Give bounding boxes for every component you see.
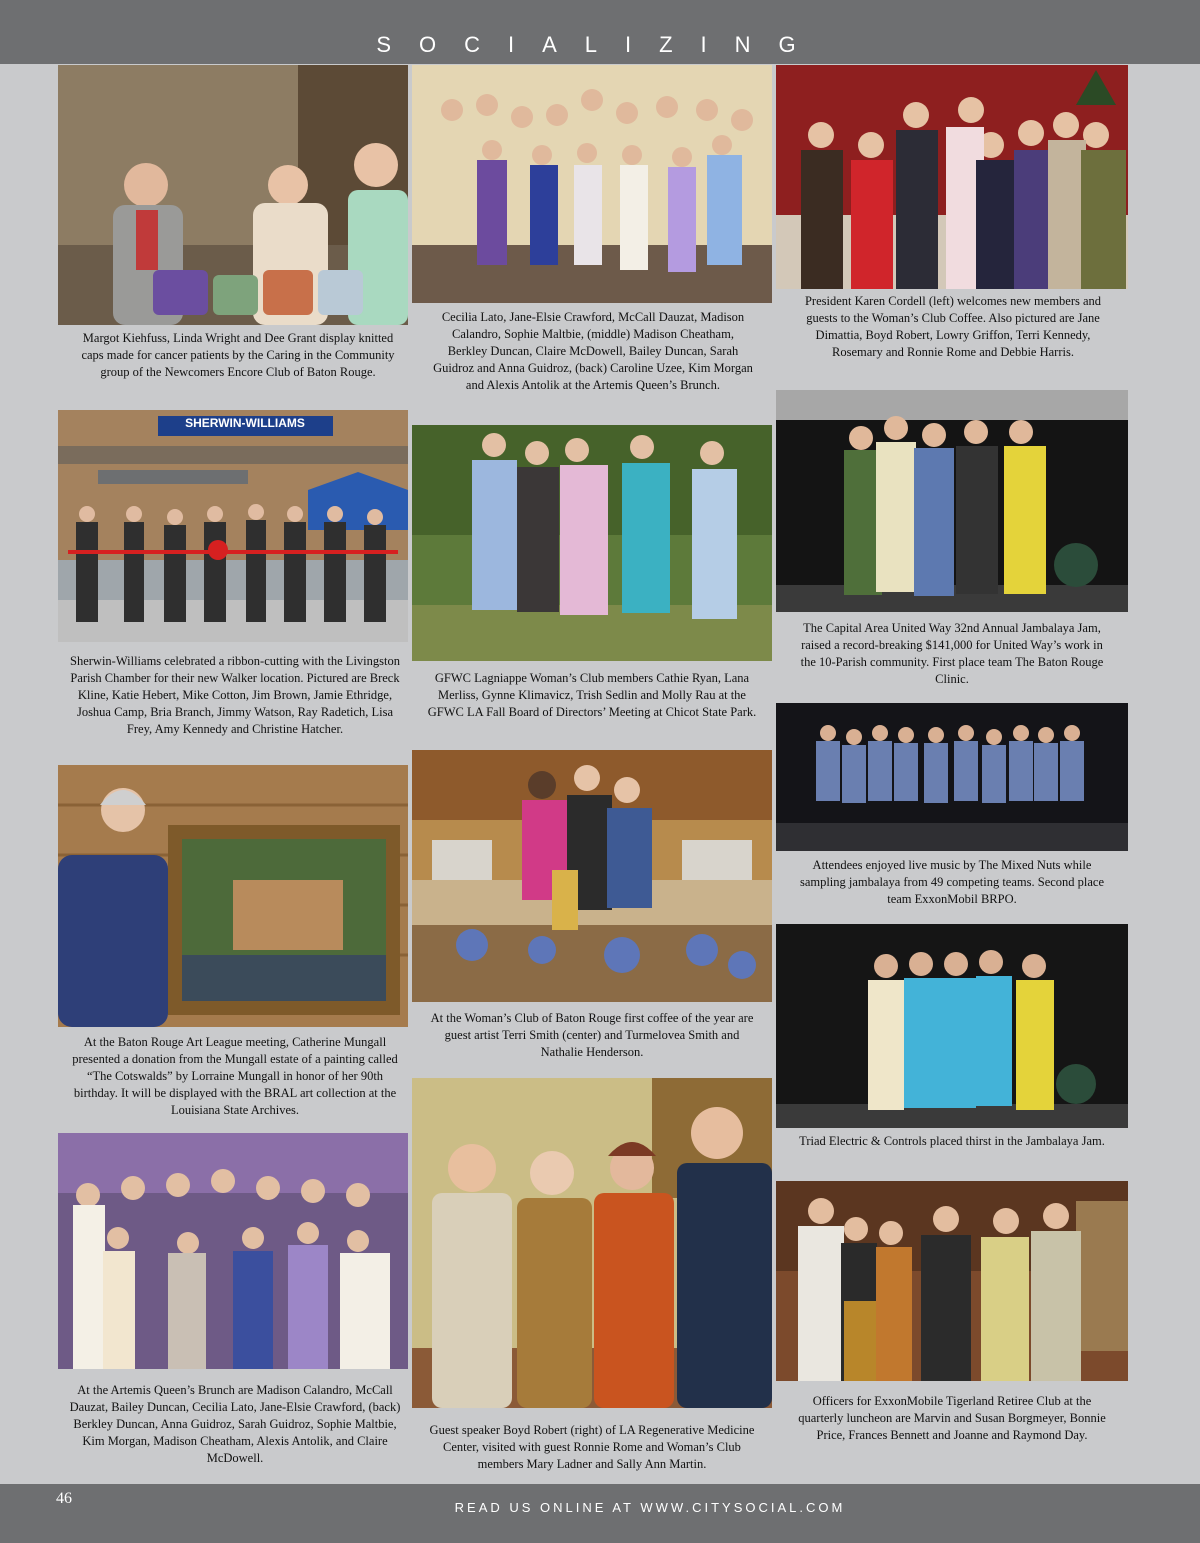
- photo-caring-community: [58, 65, 408, 325]
- caption-caring-community: Margot Kiehfuss, Linda Wright and Dee Grant display knitted caps made for cancer patients by the Caring in the Community group of the Newcomers Encore Club of Baton Rouge.: [81, 331, 395, 379]
- caption-jambalaya-third: Triad Electric & Controls placed thirst in the Jambalaya Jam.: [799, 1134, 1105, 1148]
- sign-sherwin-williams: SHERWIN-WILLIAMS: [185, 416, 305, 430]
- photo-womans-club-first-coffee: [412, 750, 772, 1002]
- caption-exxon-tigerland: Officers for ExxonMobile Tigerland Retiree Club at the quarterly luncheon are Marvin and Susan Borgmeyer, Bonnie Price, Frances Bennett and Joanne and Raymond Day.: [798, 1394, 1106, 1442]
- page-number: 46: [56, 1490, 72, 1507]
- caption-womans-club-first-coffee: At the Woman’s Club of Baton Rouge first coffee of the year are guest artist Terri Smith (center) and Turmelovea Smith and Nathalie Henderson.: [430, 1011, 754, 1059]
- photo-jambalaya-second: [776, 703, 1128, 851]
- photo-artemis-brunch-1: [412, 65, 772, 303]
- caption-gfwc-lagniappe: GFWC Lagniappe Woman’s Club members Cathie Ryan, Lana Merliss, Gynne Klimavicz, Trish Sedlin and Molly Rau at the GFWC LA Fall Board of Directors’ Meeting at Chicot State Park.: [427, 671, 757, 719]
- caption-jambalaya-second: Attendees enjoyed live music by The Mixed Nuts while sampling jambalaya from 49 competing teams. Second place team ExxonMobil BRPO.: [799, 858, 1105, 906]
- photo-artemis-brunch-2: [58, 1133, 408, 1369]
- caption-sherwin-williams: Sherwin-Williams celebrated a ribbon-cutting with the Livingston Parish Chamber for their new Walker location. Pictured are Breck Kline, Katie Hebert, Mike Cotton, Jim Brown, Jamie Ethridge, Joshua Camp, Bria Branch, Jimmy Watson, Ray Radetich, Lisa Frey, Amy Kennedy and Christine Hatcher.: [70, 654, 400, 736]
- photo-exxon-tigerland: [776, 1181, 1128, 1381]
- caption-womans-club-coffee: President Karen Cordell (left) welcomes new members and guests to the Woman’s Club Coffee. Also pictured are Jane Dimattia, Boyd Robert, Lowry Griffon, Terri Kennedy, Rosemary and Ronnie Rome and Debbie Harris.: [804, 294, 1102, 359]
- caption-art-league: At the Baton Rouge Art League meeting, Catherine Mungall presented a donation from the Mungall estate of a painting called “The Cotswalds” by Lorraine Mungall in honor of her 90th birthday. It will be displayed with the BRAL art collection at the Louisiana State Archives.: [72, 1035, 398, 1117]
- caption-boyd-robert: Guest speaker Boyd Robert (right) of LA Regenerative Medicine Center, visited with guest Ronnie Rome and Woman’s Club members Mary Ladner and Sally Ann Martin.: [429, 1423, 755, 1471]
- photo-jambalaya-third: [776, 924, 1128, 1128]
- photo-art-league: [58, 765, 408, 1027]
- section-title: SOCIALIZING: [376, 32, 824, 57]
- photo-boyd-robert: [412, 1078, 772, 1408]
- footer-url[interactable]: READ US ONLINE AT WWW.CITYSOCIAL.COM: [454, 1500, 846, 1515]
- caption-artemis-brunch-1: Cecilia Lato, Jane-Elsie Crawford, McCall Dauzat, Madison Calandro, Sophie Maltbie, (middle) Madison Cheatham, Berkley Duncan, Claire McDowell, Bailey Duncan, Sarah Guidroz and Anna Guidroz, (back) Caroline Uzee, Kim Morgan and Alexis Antolik at the Artemis Queen’s Brunch.: [433, 310, 753, 392]
- photo-gfwc-lagniappe: [412, 425, 772, 661]
- caption-jambalaya-first: The Capital Area United Way 32nd Annual Jambalaya Jam, raised a record-breaking $141,000 for United Way’s work in the 10-Parish community. First place team The Baton Rouge Clinic.: [800, 621, 1104, 686]
- photo-sherwin-williams: [58, 410, 408, 642]
- photo-womans-club-coffee: [776, 65, 1128, 289]
- photo-jambalaya-first: [776, 390, 1128, 612]
- caption-artemis-brunch-2: At the Artemis Queen’s Brunch are Madison Calandro, McCall Dauzat, Bailey Duncan, Cecilia Lato, Jane-Elsie Crawford, (back) Berkley Duncan, Anna Guidroz, Sarah Guidroz, Sophie Maltbie, Kim Morgan, Madison Cheatham, Alexis Antolik, and Claire McDowell.: [69, 1383, 401, 1465]
